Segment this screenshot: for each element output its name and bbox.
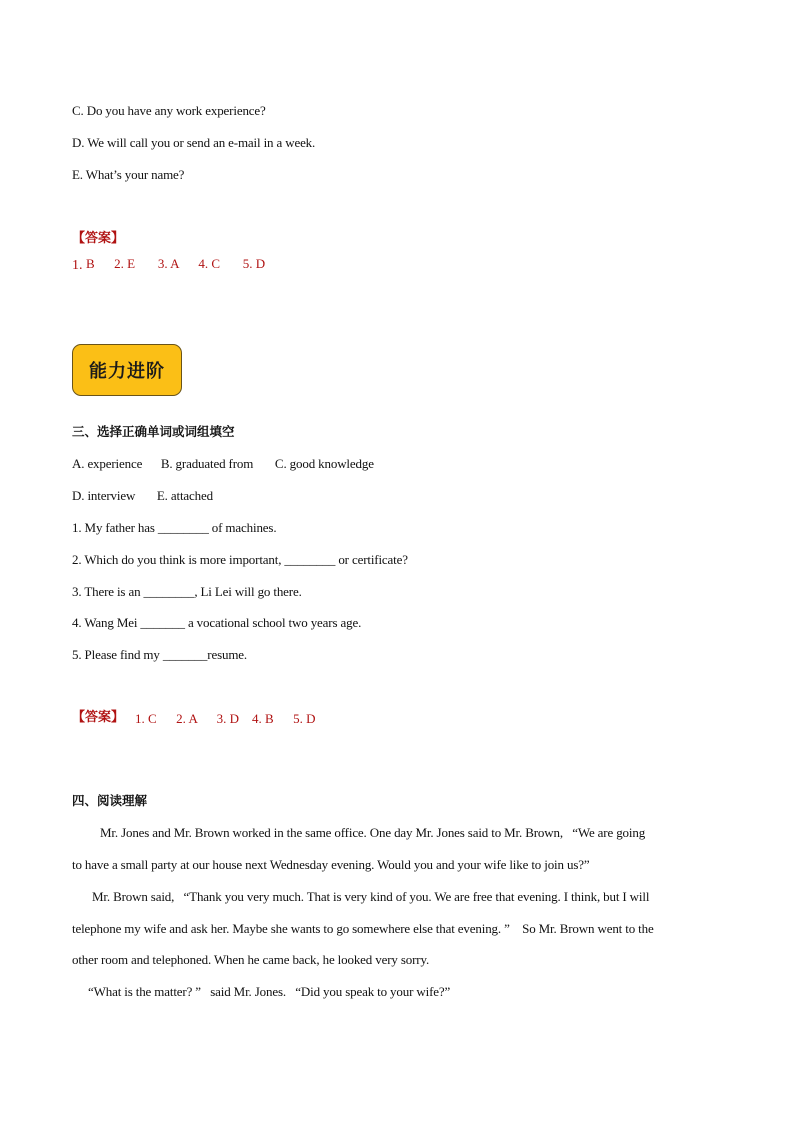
answer-first-number: 1. [72,258,83,273]
question-4: 4. Wang Mei _______ a vocational school two years age. [72,615,362,630]
passage-line-2: to have a small party at our house next Wednesday evening. Would you and your wife like to join us?” [72,857,590,872]
section3-heading: 三、选择正确单词或词组填空 [72,424,235,439]
option-e: E. What’s your name? [72,167,185,182]
options-row-1: A. experience B. graduated from C. good knowledge [72,456,374,471]
passage-line-5: other room and telephoned. When he came back, he looked very sorry. [72,952,430,967]
options-row-2: D. interview E. attached [72,488,213,503]
question-5: 5. Please find my _______resume. [72,647,248,662]
question-2: 2. Which do you think is more important, ________ or certificate? [72,552,408,567]
section3-answer-label: 【答案】 [72,710,125,725]
question-3: 3. There is an ________, Li Lei will go there. [72,584,302,599]
option-d: D. We will call you or send an e-mail in a week. [72,135,316,150]
answer-text: B 2. E 3. A 4. C 5. D [86,256,266,271]
question-1: 1. My father has ________ of machines. [72,520,277,535]
passage-line-3: Mr. Brown said, “Thank you very much. That is very kind of you. We are free that evening. I think, but I will [92,889,650,904]
option-c: C. Do you have any work experience? [72,103,266,118]
passage-line-4: telephone my wife and ask her. Maybe she wants to go somewhere else that evening. ” So Mr. Brown went to the [72,921,654,936]
passage-line-1: Mr. Jones and Mr. Brown worked in the same office. One day Mr. Jones said to Mr. Brown, “We are going [100,825,646,840]
section3-answer-text: 1. C 2. A 3. D 4. B 5. D [135,711,316,726]
passage-line-6: “What is the matter? ” said Mr. Jones. “Did you speak to your wife?” [88,984,451,999]
answer-label: 【答案】 [72,231,125,246]
section4-heading: 四、阅读理解 [72,793,148,808]
section-badge: 能力进阶 [72,344,182,396]
